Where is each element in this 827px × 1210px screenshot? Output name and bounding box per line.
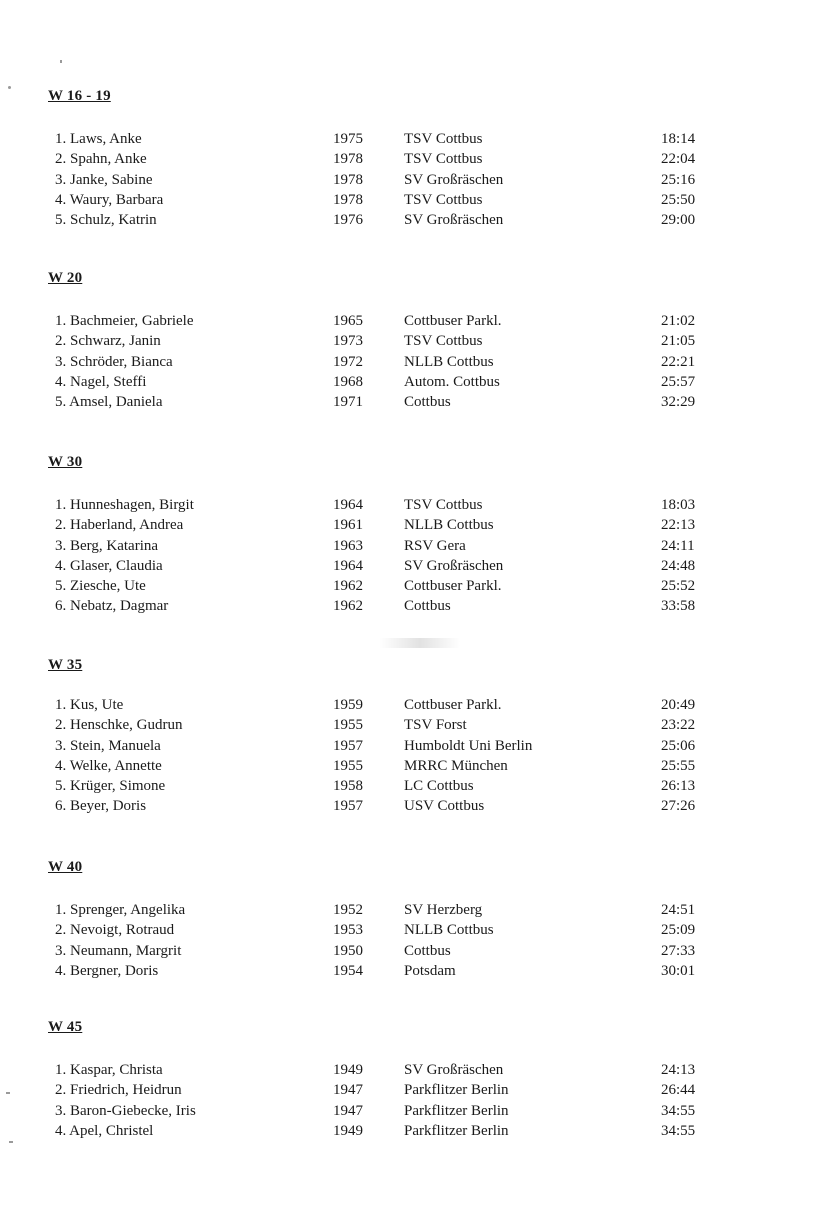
result-row [0, 596, 827, 616]
result-row [0, 515, 827, 535]
birth-year: 1959 [333, 697, 363, 713]
result-row [0, 556, 827, 576]
finish-time: 33:58 [661, 598, 696, 615]
athlete-name: 3. Berg, Katarina [55, 537, 159, 554]
athlete-name: 4. Nagel, Steffi [55, 373, 147, 390]
results-list [0, 1060, 827, 1141]
result-row [0, 1101, 827, 1121]
section-heading: W 40 [48, 859, 83, 875]
athlete-name: 2. Henschke, Gudrun [55, 717, 183, 734]
result-row [0, 1121, 827, 1141]
result-row [0, 941, 827, 961]
finish-time: 25:57 [661, 373, 696, 390]
athlete-name: 1. Kaspar, Christa [55, 1062, 163, 1078]
result-row [0, 776, 827, 796]
result-row [0, 331, 827, 351]
birth-year: 1976 [333, 212, 363, 229]
birth-year: 1961 [333, 517, 363, 534]
finish-time: 22:13 [661, 517, 696, 534]
club-name: SV Großräschen [404, 212, 504, 229]
result-row [0, 756, 827, 776]
birth-year: 1962 [333, 578, 363, 595]
club-name: Cottbus [404, 942, 451, 959]
birth-year: 1947 [333, 1082, 363, 1099]
result-row [0, 372, 827, 392]
scan-smudge [380, 638, 460, 648]
result-row [0, 736, 827, 756]
athlete-name: 6. Nebatz, Dagmar [55, 598, 169, 615]
birth-year: 1962 [333, 598, 363, 615]
birth-year: 1968 [333, 373, 363, 390]
finish-time: 26:44 [661, 1082, 696, 1099]
club-name: Cottbuser Parkl. [404, 313, 502, 329]
section-heading: W 35 [48, 657, 83, 673]
athlete-name: 4. Waury, Barbara [55, 191, 164, 208]
scan-speck [9, 1141, 13, 1143]
athlete-name: 2. Haberland, Andrea [55, 517, 184, 534]
club-name: NLLB Cottbus [404, 353, 494, 370]
athlete-name: 1. Kus, Ute [55, 697, 124, 713]
result-row [0, 190, 827, 210]
result-row [0, 715, 827, 735]
result-row [0, 352, 827, 372]
club-name: Cottbus [404, 394, 451, 411]
finish-time: 30:01 [661, 962, 696, 979]
club-name: SV Herzberg [404, 902, 483, 918]
finish-time: 25:50 [661, 191, 696, 208]
birth-year: 1952 [333, 902, 363, 918]
athlete-name: 3. Neumann, Margrit [55, 942, 182, 959]
club-name: Parkflitzer Berlin [404, 1122, 509, 1139]
athlete-name: 4. Welke, Annette [55, 757, 162, 774]
birth-year: 1971 [333, 394, 363, 411]
result-row [0, 796, 827, 816]
birth-year: 1964 [333, 497, 363, 513]
athlete-name: 1. Laws, Anke [55, 131, 142, 147]
club-name: Parkflitzer Berlin [404, 1102, 509, 1119]
club-name: Cottbuser Parkl. [404, 578, 502, 595]
section-heading: W 30 [48, 454, 83, 470]
result-row [0, 495, 827, 515]
athlete-name: 5. Amsel, Daniela [55, 394, 163, 411]
athlete-name: 5. Ziesche, Ute [55, 578, 146, 595]
club-name: MRRC München [404, 757, 508, 774]
athlete-name: 1. Hunneshagen, Birgit [55, 497, 194, 513]
section-heading: W 20 [48, 270, 83, 286]
birth-year: 1947 [333, 1102, 363, 1119]
result-row [0, 1060, 827, 1080]
finish-time: 25:06 [661, 737, 696, 754]
athlete-name: 4. Bergner, Doris [55, 962, 159, 979]
result-row [0, 129, 827, 149]
club-name: Potsdam [404, 962, 456, 979]
finish-time: 21:05 [661, 333, 696, 350]
results-list [0, 311, 827, 412]
birth-year: 1957 [333, 737, 363, 754]
results-list [0, 900, 827, 981]
birth-year: 1953 [333, 922, 363, 939]
finish-time: 25:09 [661, 922, 696, 939]
birth-year: 1978 [333, 171, 363, 188]
club-name: TSV Forst [404, 717, 467, 734]
result-row [0, 311, 827, 331]
results-list [0, 695, 827, 817]
section-heading: W 45 [48, 1019, 83, 1035]
result-row [0, 1080, 827, 1100]
birth-year: 1955 [333, 717, 363, 734]
finish-time: 22:21 [661, 353, 696, 370]
finish-time: 24:51 [661, 902, 696, 918]
birth-year: 1957 [333, 798, 363, 815]
finish-time: 25:52 [661, 578, 696, 595]
finish-time: 20:49 [661, 697, 696, 713]
finish-time: 27:26 [661, 798, 696, 815]
result-row [0, 900, 827, 920]
result-row [0, 210, 827, 230]
club-name: RSV Gera [404, 537, 466, 554]
finish-time: 24:48 [661, 557, 696, 574]
birth-year: 1973 [333, 333, 363, 350]
result-row [0, 695, 827, 715]
club-name: SV Großräschen [404, 171, 504, 188]
club-name: Cottbuser Parkl. [404, 697, 502, 713]
athlete-name: 3. Janke, Sabine [55, 171, 153, 188]
results-list [0, 129, 827, 230]
birth-year: 1963 [333, 537, 363, 554]
birth-year: 1954 [333, 962, 363, 979]
club-name: TSV Cottbus [404, 151, 483, 168]
birth-year: 1949 [333, 1122, 363, 1139]
finish-time: 29:00 [661, 212, 696, 229]
result-row [0, 920, 827, 940]
club-name: Autom. Cottbus [404, 373, 500, 390]
club-name: TSV Cottbus [404, 191, 483, 208]
athlete-name: 1. Bachmeier, Gabriele [55, 313, 194, 329]
birth-year: 1949 [333, 1062, 363, 1078]
club-name: NLLB Cottbus [404, 517, 494, 534]
finish-time: 21:02 [661, 313, 696, 329]
section-heading: W 16 - 19 [48, 88, 111, 104]
athlete-name: 2. Friedrich, Heidrun [55, 1082, 182, 1099]
athlete-name: 4. Apel, Christel [55, 1122, 154, 1139]
scan-speck [60, 60, 62, 63]
club-name: TSV Cottbus [404, 333, 483, 350]
birth-year: 1964 [333, 557, 363, 574]
birth-year: 1975 [333, 131, 363, 147]
athlete-name: 6. Beyer, Doris [55, 798, 147, 815]
finish-time: 24:11 [661, 537, 695, 554]
athlete-name: 2. Spahn, Anke [55, 151, 147, 168]
result-row [0, 961, 827, 981]
finish-time: 25:55 [661, 757, 696, 774]
athlete-name: 1. Sprenger, Angelika [55, 902, 186, 918]
finish-time: 34:55 [661, 1102, 696, 1119]
athlete-name: 3. Schröder, Bianca [55, 353, 173, 370]
club-name: SV Großräschen [404, 557, 504, 574]
result-row [0, 170, 827, 190]
result-row [0, 392, 827, 412]
finish-time: 25:16 [661, 171, 696, 188]
finish-time: 27:33 [661, 942, 696, 959]
athlete-name: 3. Baron-Giebecke, Iris [55, 1102, 196, 1119]
athlete-name: 5. Schulz, Katrin [55, 212, 157, 229]
result-row [0, 149, 827, 169]
club-name: SV Großräschen [404, 1062, 504, 1078]
birth-year: 1958 [333, 778, 363, 795]
finish-time: 18:03 [661, 497, 696, 513]
club-name: LC Cottbus [404, 778, 474, 795]
club-name: TSV Cottbus [404, 131, 483, 147]
club-name: NLLB Cottbus [404, 922, 494, 939]
club-name: USV Cottbus [404, 798, 485, 815]
birth-year: 1978 [333, 191, 363, 208]
athlete-name: 5. Krüger, Simone [55, 778, 166, 795]
birth-year: 1965 [333, 313, 363, 329]
finish-time: 26:13 [661, 778, 696, 795]
results-list [0, 495, 827, 617]
finish-time: 34:55 [661, 1122, 696, 1139]
athlete-name: 4. Glaser, Claudia [55, 557, 163, 574]
athlete-name: 2. Schwarz, Janin [55, 333, 161, 350]
birth-year: 1955 [333, 757, 363, 774]
birth-year: 1950 [333, 942, 363, 959]
finish-time: 24:13 [661, 1062, 696, 1078]
scan-speck [8, 86, 11, 89]
club-name: TSV Cottbus [404, 497, 483, 513]
club-name: Cottbus [404, 598, 451, 615]
finish-time: 18:14 [661, 131, 696, 147]
club-name: Humboldt Uni Berlin [404, 737, 533, 754]
athlete-name: 3. Stein, Manuela [55, 737, 161, 754]
club-name: Parkflitzer Berlin [404, 1082, 509, 1099]
finish-time: 22:04 [661, 151, 696, 168]
birth-year: 1972 [333, 353, 363, 370]
finish-time: 32:29 [661, 394, 696, 411]
result-row [0, 576, 827, 596]
birth-year: 1978 [333, 151, 363, 168]
athlete-name: 2. Nevoigt, Rotraud [55, 922, 175, 939]
result-row [0, 536, 827, 556]
finish-time: 23:22 [661, 717, 696, 734]
